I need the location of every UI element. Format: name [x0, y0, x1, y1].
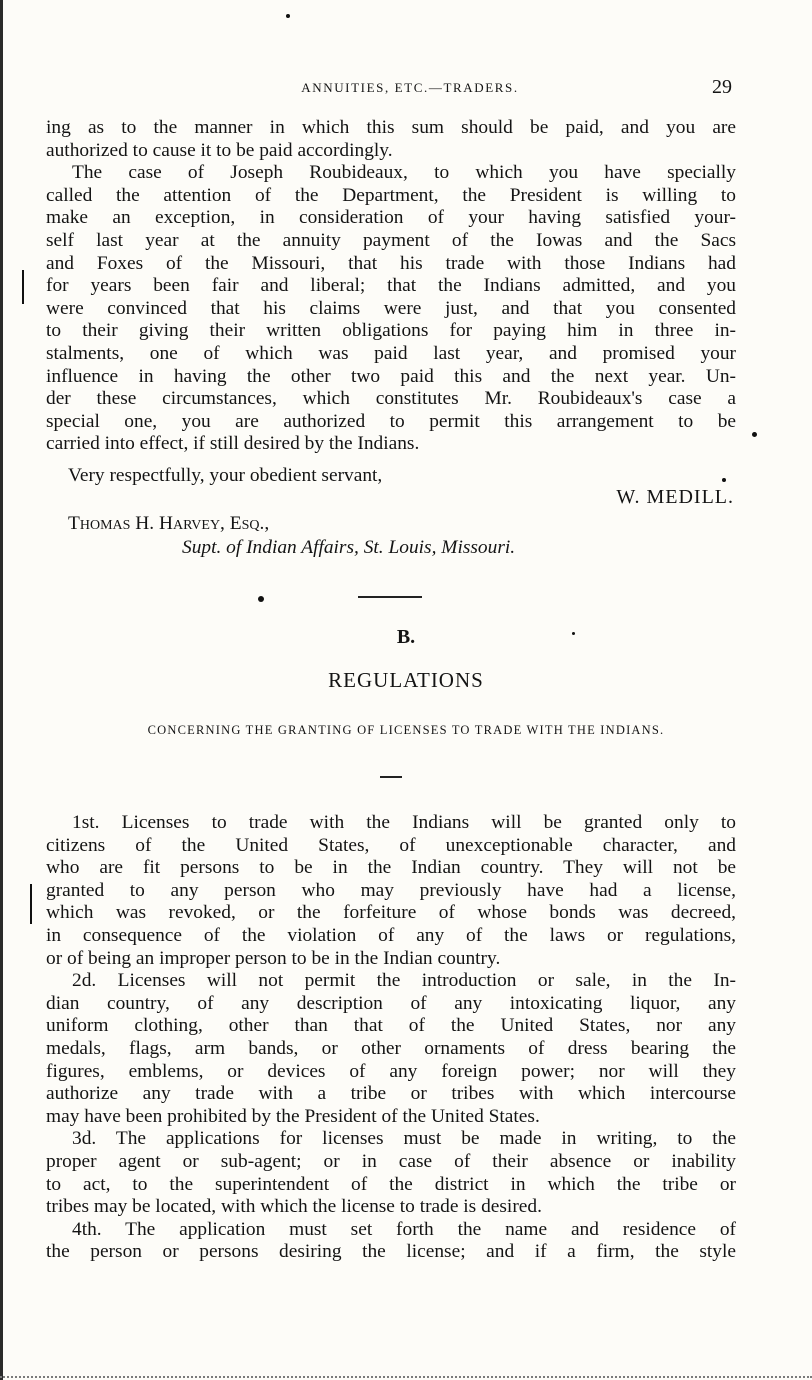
letter-line: authorized to cause it to be paid accordingly.	[46, 139, 393, 161]
regulation-line: which was revoked, or the forfeiture of whose bonds was decreed,	[46, 902, 736, 924]
regulation-line: medals, flags, arm bands, or other ornaments of dress bearing the	[46, 1037, 736, 1059]
regulation-line: the person or persons desiring the license; and if a firm, the style	[46, 1241, 736, 1263]
ink-speck	[286, 14, 290, 18]
subtitle-divider-rule	[380, 776, 402, 778]
page-bottom-edge	[0, 1375, 812, 1378]
running-head-title: ANNUITIES, ETC.—TRADERS.	[301, 80, 519, 95]
letter-addressee-title: Supt. of Indian Affairs, St. Louis, Missouri.	[182, 537, 516, 558]
letter-body	[46, 117, 736, 456]
regulation-line: 3d. The applications for licenses must be made in writing, to the	[72, 1128, 736, 1150]
section-subtitle: CONCERNING THE GRANTING OF LICENSES TO TRADE WITH THE INDIANS.	[147, 723, 665, 737]
regulation-line: in consequence of the violation of any of the laws or regulations,	[46, 924, 736, 946]
regulation-line: citizens of the United States, of unexceptionable character, and	[46, 834, 736, 856]
regulation-line: figures, emblems, or devices of any foreign power; nor will they	[46, 1060, 736, 1082]
regulation-line: proper agent or sub-agent; or in case of their absence or inability	[46, 1150, 736, 1172]
regulation-line: dian country, of any description of any intoxicating liquor, any	[46, 992, 736, 1014]
letter-addressee: Thomas H. Harvey, Esq.,	[68, 513, 270, 534]
letter-line: and Foxes of the Missouri, that his trade with those Indians had	[46, 252, 736, 274]
letter-line: stalments, one of which was paid last year, and promised your	[46, 342, 736, 364]
regulation-line: authorize any trade with a tribe or tribes with which intercourse	[46, 1083, 736, 1105]
regulation-line: who are fit persons to be in the Indian country. They will not be	[46, 857, 736, 879]
letter-line: special one, you are authorized to permit this arrangement to be	[46, 410, 736, 432]
regulations-body	[46, 812, 736, 1264]
margin-change-bar	[30, 884, 32, 924]
letter-line: ing as to the manner in which this sum should be paid, and you are	[46, 117, 736, 138]
letter-line: influence in having the other two paid this and the next year. Un-	[46, 365, 736, 387]
section-divider-rule	[358, 596, 422, 598]
letter-line: der these circumstances, which constitutes Mr. Roubideaux's case a	[46, 388, 736, 410]
regulation-line: to act, to the superintendent of the district in which the tribe or	[46, 1173, 736, 1195]
regulation-line: tribes may be located, with which the license to trade is desired.	[46, 1196, 542, 1218]
ink-speck	[752, 432, 757, 437]
letter-line: self last year at the annuity payment of the Iowas and the Sacs	[46, 229, 736, 251]
regulation-line: 4th. The application must set forth the name and residence of	[72, 1218, 736, 1240]
letter-closing: Very respectfully, your obedient servant,	[68, 465, 383, 486]
letter-line: make an exception, in consideration of your having satisfied your-	[46, 207, 736, 229]
running-head	[40, 76, 780, 100]
page-number: 29	[712, 76, 732, 98]
letter-line: The case of Joseph Roubideaux, to which you have specially	[72, 162, 736, 184]
letter-line: for years been fair and liberal; that the Indians admitted, and you	[46, 275, 736, 297]
ink-speck	[572, 632, 575, 635]
regulation-line: uniform clothing, other than that of the United States, nor any	[46, 1015, 736, 1037]
letter-signature: W. MEDILL.	[616, 486, 734, 508]
regulation-line: granted to any person who may previously have had a license,	[46, 879, 736, 901]
regulation-line: may have been prohibited by the President of the United States.	[46, 1105, 540, 1127]
ink-speck	[258, 596, 264, 602]
margin-change-bar	[22, 270, 24, 304]
letter-line: to their giving their written obligations for paying him in three in-	[46, 320, 736, 342]
regulation-line: or of being an improper person to be in the Indian country.	[46, 947, 501, 969]
regulation-line: 1st. Licenses to trade with the Indians will be granted only to	[72, 812, 736, 833]
section-letter: B.	[396, 626, 416, 648]
letter-line: carried into effect, if still desired by the Indians.	[46, 433, 420, 455]
ink-speck	[722, 478, 726, 482]
regulation-line: 2d. Licenses will not permit the introduction or sale, in the In-	[72, 970, 736, 992]
section-title: REGULATIONS	[328, 668, 484, 692]
letter-line: were convinced that his claims were just, and that you consented	[46, 297, 736, 319]
letter-line: called the attention of the Department, the President is willing to	[46, 184, 736, 206]
